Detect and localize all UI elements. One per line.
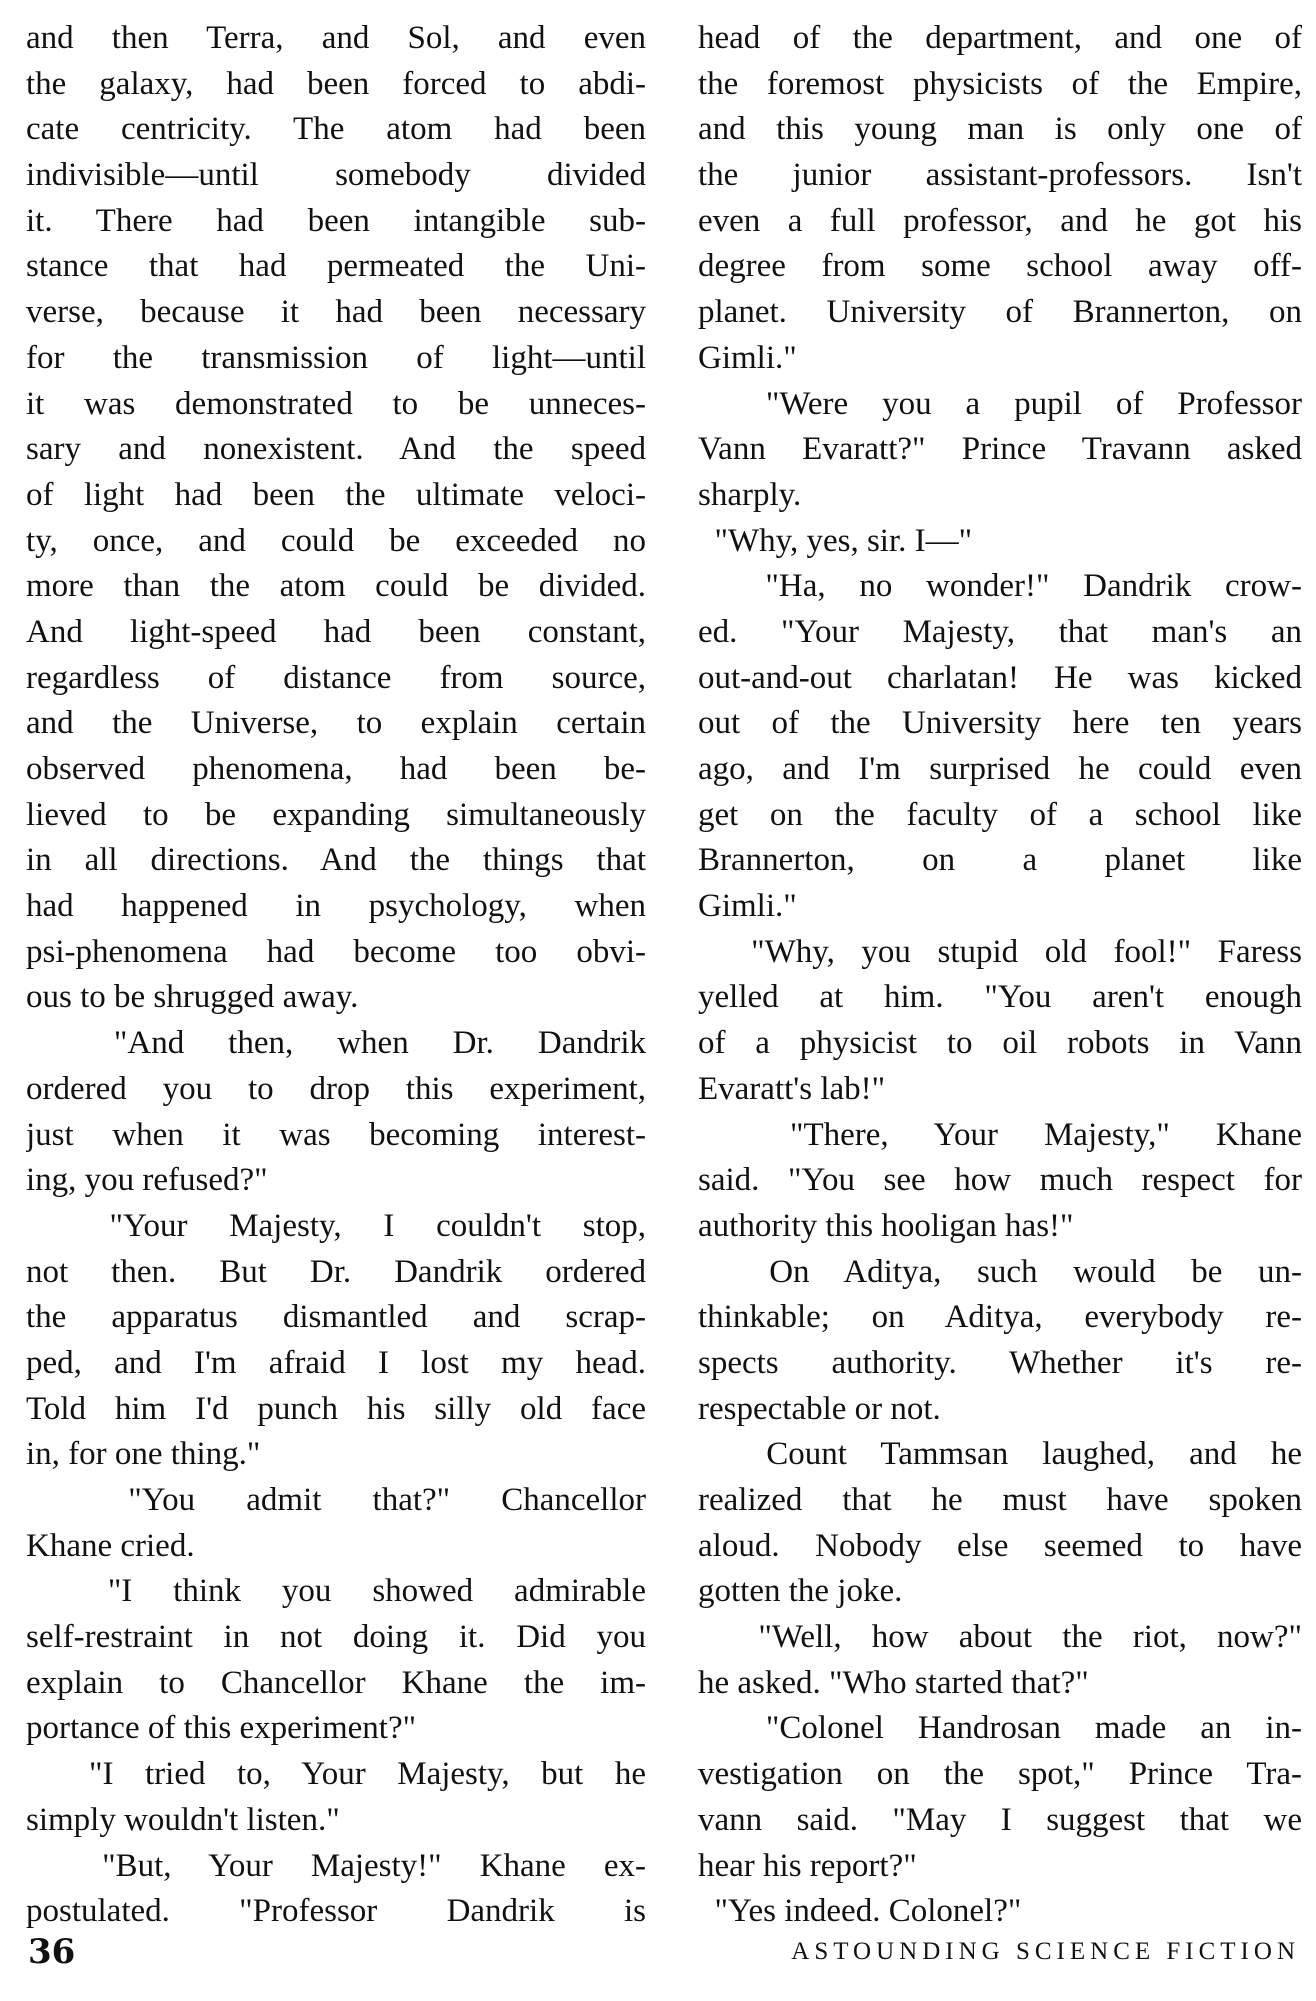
text-line: stance that had permeated the Uni- bbox=[26, 248, 646, 285]
running-head: ASTOUNDING SCIENCE FICTION bbox=[791, 1938, 1300, 1965]
text-line: had happened in psychology, when bbox=[26, 888, 646, 925]
text-line: Count Tammsan laughed, and he bbox=[698, 1436, 1302, 1473]
text-line: simply wouldn't listen." bbox=[26, 1801, 340, 1838]
text-line: just when it was becoming interest- bbox=[26, 1116, 646, 1153]
text-line: "Yes indeed. Colonel?" bbox=[698, 1893, 1022, 1930]
text-line: Gimli." bbox=[698, 888, 797, 925]
text-line: ordered you to drop this experiment, bbox=[26, 1070, 646, 1107]
text-line: Gimli." bbox=[698, 339, 797, 376]
text-line: of a physicist to oil robots in Vann bbox=[698, 1025, 1302, 1062]
text-line: planet. University of Brannerton, on bbox=[698, 294, 1302, 331]
text-line: ago, and I'm surprised he could even bbox=[698, 751, 1302, 787]
text-line: out of the University here ten years bbox=[698, 705, 1302, 742]
text-line: explain to Chancellor Khane the im- bbox=[26, 1664, 646, 1701]
text-line: authority this hooligan has!" bbox=[698, 1207, 1074, 1244]
text-line: sharply. bbox=[698, 476, 802, 513]
text-line: Khane cried. bbox=[26, 1527, 195, 1564]
text-line: spects authority. Whether it's re- bbox=[698, 1344, 1302, 1381]
text-line: and this young man is only one of bbox=[698, 111, 1302, 148]
text-line: sary and nonexistent. And the speed bbox=[26, 431, 646, 468]
text-line: and then Terra, and Sol, and even bbox=[26, 20, 646, 56]
text-line: "But, Your Majesty!" Khane ex- bbox=[26, 1847, 646, 1884]
text-line: "Your Majesty, I couldn't stop, bbox=[26, 1207, 646, 1244]
text-line: Evaratt's lab!" bbox=[698, 1070, 886, 1107]
text-line: verse, because it had been necessary bbox=[26, 294, 646, 331]
text-line: ped, and I'm afraid I lost my head. bbox=[26, 1344, 646, 1381]
text-line: it. There had been intangible sub- bbox=[26, 202, 646, 239]
text-line: ous to be shrugged away. bbox=[26, 979, 359, 1016]
right-text-column bbox=[698, 16, 1302, 1935]
text-line: ed. "Your Majesty, that man's an bbox=[698, 613, 1302, 650]
text-line: cate centricity. The atom had been bbox=[26, 111, 646, 148]
text-line: vann said. "May I suggest that we bbox=[698, 1801, 1302, 1838]
text-line: even a full professor, and he got his bbox=[698, 202, 1302, 239]
text-line: and the Universe, to explain certain bbox=[26, 705, 646, 742]
text-line: Brannerton, on a planet like bbox=[698, 842, 1302, 879]
text-line: gotten the joke. bbox=[698, 1573, 903, 1610]
text-line: "There, Your Majesty," Khane bbox=[698, 1116, 1302, 1153]
text-line: of light had been the ultimate veloci- bbox=[26, 476, 646, 513]
text-line: "Why, you stupid old fool!" Faress bbox=[698, 933, 1302, 970]
text-line: self-restraint in not doing it. Did you bbox=[26, 1619, 646, 1656]
text-line: "I tried to, Your Majesty, but he bbox=[26, 1756, 646, 1793]
text-line: Told him I'd punch his silly old face bbox=[26, 1390, 646, 1427]
text-line: the galaxy, had been forced to abdi- bbox=[26, 65, 646, 102]
page-number: 36 bbox=[28, 1932, 76, 1972]
text-line: lieved to be expanding simultaneously bbox=[26, 796, 646, 833]
text-line: get on the faculty of a school like bbox=[698, 796, 1302, 833]
text-line: indivisible—until somebody divided bbox=[26, 157, 646, 194]
text-line: "Were you a pupil of Professor bbox=[698, 385, 1302, 422]
text-line: "I think you showed admirable bbox=[26, 1573, 646, 1610]
text-line: ty, once, and could be exceeded no bbox=[26, 522, 646, 559]
text-line: thinkable; on Aditya, everybody re- bbox=[698, 1299, 1302, 1336]
text-line: "Well, how about the riot, now?" bbox=[698, 1619, 1302, 1656]
text-line: vestigation on the spot," Prince Tra- bbox=[698, 1756, 1302, 1793]
text-line: observed phenomena, had been be- bbox=[26, 751, 646, 787]
text-line: head of the department, and one of bbox=[698, 20, 1302, 56]
text-line: in all directions. And the things that bbox=[26, 842, 646, 879]
text-line: "And then, when Dr. Dandrik bbox=[26, 1025, 646, 1062]
text-line: more than the atom could be divided. bbox=[26, 568, 646, 605]
text-line: "You admit that?" Chancellor bbox=[26, 1482, 646, 1518]
text-line: hear his report?" bbox=[698, 1847, 917, 1884]
text-line: yelled at him. "You aren't enough bbox=[698, 979, 1302, 1016]
text-line: out-and-out charlatan! He was kicked bbox=[698, 659, 1302, 696]
text-line: degree from some school away off- bbox=[698, 248, 1302, 285]
text-line: realized that he must have spoken bbox=[698, 1482, 1302, 1518]
text-line: respectable or not. bbox=[698, 1390, 941, 1427]
text-line: not then. But Dr. Dandrik ordered bbox=[26, 1253, 646, 1290]
text-line: said. "You see how much respect for bbox=[698, 1162, 1302, 1199]
text-line: And light-speed had been constant, bbox=[26, 613, 646, 650]
text-line: "Ha, no wonder!" Dandrik crow- bbox=[698, 568, 1302, 605]
text-line: the foremost physicists of the Empire, bbox=[698, 65, 1302, 102]
text-line: postulated. "Professor Dandrik is bbox=[26, 1893, 646, 1930]
text-line: psi-phenomena had become too obvi- bbox=[26, 933, 646, 970]
text-line: "Why, yes, sir. I—" bbox=[698, 522, 973, 559]
text-line: Vann Evaratt?" Prince Travann asked bbox=[698, 431, 1302, 468]
text-line: for the transmission of light—until bbox=[26, 339, 646, 376]
text-line: portance of this experiment?" bbox=[26, 1710, 417, 1747]
text-line: On Aditya, such would be un- bbox=[698, 1253, 1302, 1290]
text-line: "Colonel Handrosan made an in- bbox=[698, 1710, 1302, 1747]
text-line: the junior assistant-professors. Isn't bbox=[698, 157, 1302, 194]
text-line: regardless of distance from source, bbox=[26, 659, 646, 696]
text-line: in, for one thing." bbox=[26, 1436, 261, 1473]
text-line: he asked. "Who started that?" bbox=[698, 1664, 1089, 1701]
text-line: the apparatus dismantled and scrap- bbox=[26, 1299, 646, 1336]
text-line: it was demonstrated to be unneces- bbox=[26, 385, 646, 422]
text-line: aloud. Nobody else seemed to have bbox=[698, 1527, 1302, 1564]
text-line: ing, you refused?" bbox=[26, 1162, 268, 1199]
left-text-column bbox=[26, 16, 646, 1935]
